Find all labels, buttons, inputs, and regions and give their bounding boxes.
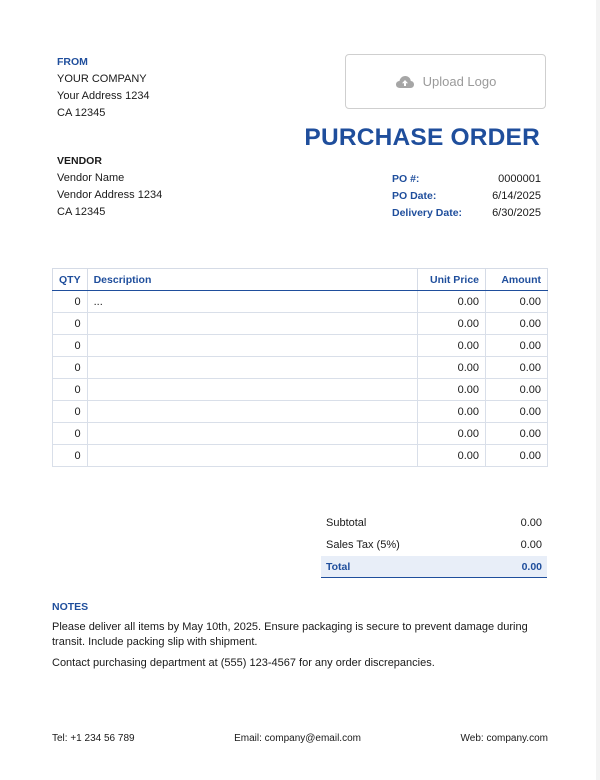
qty-cell[interactable]: 0 (53, 291, 88, 313)
footer-tel[interactable]: Tel: +1 234 56 789 (52, 733, 135, 744)
qty-cell[interactable]: 0 (53, 445, 88, 467)
unit-price-cell[interactable]: 0.00 (418, 423, 486, 445)
unit-price-cell[interactable]: 0.00 (418, 313, 486, 335)
header-qty: QTY (53, 269, 88, 291)
qty-cell[interactable]: 0 (53, 423, 88, 445)
amount-cell: 0.00 (486, 423, 548, 445)
table-row (53, 291, 548, 313)
items-table (52, 268, 548, 467)
po-meta (392, 171, 541, 222)
delivery-date-value[interactable]: 6/30/2025 (492, 207, 541, 219)
po-number-label: PO #: (392, 173, 420, 185)
unit-price-cell[interactable]: 0.00 (418, 379, 486, 401)
unit-price-cell[interactable]: 0.00 (418, 335, 486, 357)
notes-paragraph-1[interactable]: Please deliver all items by May 10th, 2025. Ensure packaging is secure to prevent damage during transit. Include packing slip with shipment. (52, 621, 528, 648)
table-row (53, 401, 548, 423)
po-number-value[interactable]: 0000001 (498, 173, 541, 185)
description-cell[interactable] (87, 423, 417, 445)
sales-tax-value: 0.00 (520, 539, 542, 551)
notes-paragraph-2[interactable]: Contact purchasing department at (555) 123-4567 for any order discrepancies. (52, 657, 435, 669)
from-address[interactable]: Your Address 1234 (57, 90, 150, 102)
from-company[interactable]: YOUR COMPANY (57, 73, 147, 85)
table-row (53, 445, 548, 467)
table-row (53, 379, 548, 401)
po-date-label: PO Date: (392, 190, 437, 202)
subtotal-row (321, 512, 547, 534)
page-title: PURCHASE ORDER (304, 124, 540, 151)
header-unit-price: Unit Price (418, 269, 486, 291)
vendor-address[interactable]: Vendor Address 1234 (57, 189, 163, 201)
table-row (53, 357, 548, 379)
from-block (57, 54, 150, 122)
footer (52, 733, 548, 744)
qty-cell[interactable]: 0 (53, 335, 88, 357)
subtotal-label: Subtotal (326, 517, 367, 529)
total-value: 0.00 (521, 561, 542, 573)
total-row (321, 556, 547, 578)
page-edge (596, 0, 600, 780)
table-header-row (53, 269, 548, 291)
unit-price-cell[interactable]: 0.00 (418, 401, 486, 423)
qty-cell[interactable]: 0 (53, 401, 88, 423)
table-row (53, 313, 548, 335)
qty-cell[interactable]: 0 (53, 357, 88, 379)
amount-cell: 0.00 (486, 291, 548, 313)
vendor-name[interactable]: Vendor Name (57, 172, 125, 184)
po-date-row (392, 188, 541, 205)
vendor-city[interactable]: CA 12345 (57, 206, 106, 218)
amount-cell: 0.00 (486, 445, 548, 467)
footer-web[interactable]: Web: company.com (460, 733, 548, 744)
sales-tax-row (321, 534, 547, 556)
amount-cell: 0.00 (486, 401, 548, 423)
amount-cell: 0.00 (486, 357, 548, 379)
description-cell[interactable] (87, 335, 417, 357)
qty-cell[interactable]: 0 (53, 313, 88, 335)
po-date-value[interactable]: 6/14/2025 (492, 190, 541, 202)
description-cell[interactable] (87, 379, 417, 401)
unit-price-cell[interactable]: 0.00 (418, 291, 486, 313)
cloud-upload-icon (395, 75, 415, 89)
description-cell[interactable]: ... (87, 291, 417, 313)
unit-price-cell[interactable]: 0.00 (418, 445, 486, 467)
header-amount: Amount (486, 269, 548, 291)
table-row (53, 335, 548, 357)
totals-block (321, 512, 547, 578)
upload-logo-button[interactable] (345, 54, 546, 109)
delivery-date-label: Delivery Date: (392, 207, 463, 219)
description-cell[interactable] (87, 401, 417, 423)
qty-cell[interactable]: 0 (53, 379, 88, 401)
delivery-date-row (392, 205, 541, 222)
sales-tax-label[interactable]: Sales Tax (5%) (326, 539, 400, 551)
vendor-block (57, 153, 162, 221)
from-label: FROM (57, 56, 88, 68)
footer-email[interactable]: Email: company@email.com (234, 733, 361, 744)
total-label: Total (326, 561, 351, 573)
po-number-row (392, 171, 541, 188)
description-cell[interactable] (87, 445, 417, 467)
vendor-label: VENDOR (57, 155, 102, 167)
from-city[interactable]: CA 12345 (57, 107, 106, 119)
upload-logo-label: Upload Logo (422, 74, 497, 89)
header-description: Description (87, 269, 417, 291)
amount-cell: 0.00 (486, 335, 548, 357)
description-cell[interactable] (87, 357, 417, 379)
subtotal-value: 0.00 (520, 517, 542, 529)
amount-cell: 0.00 (486, 313, 548, 335)
table-row (53, 423, 548, 445)
notes-label: NOTES (52, 601, 89, 613)
amount-cell: 0.00 (486, 379, 548, 401)
unit-price-cell[interactable]: 0.00 (418, 357, 486, 379)
description-cell[interactable] (87, 313, 417, 335)
